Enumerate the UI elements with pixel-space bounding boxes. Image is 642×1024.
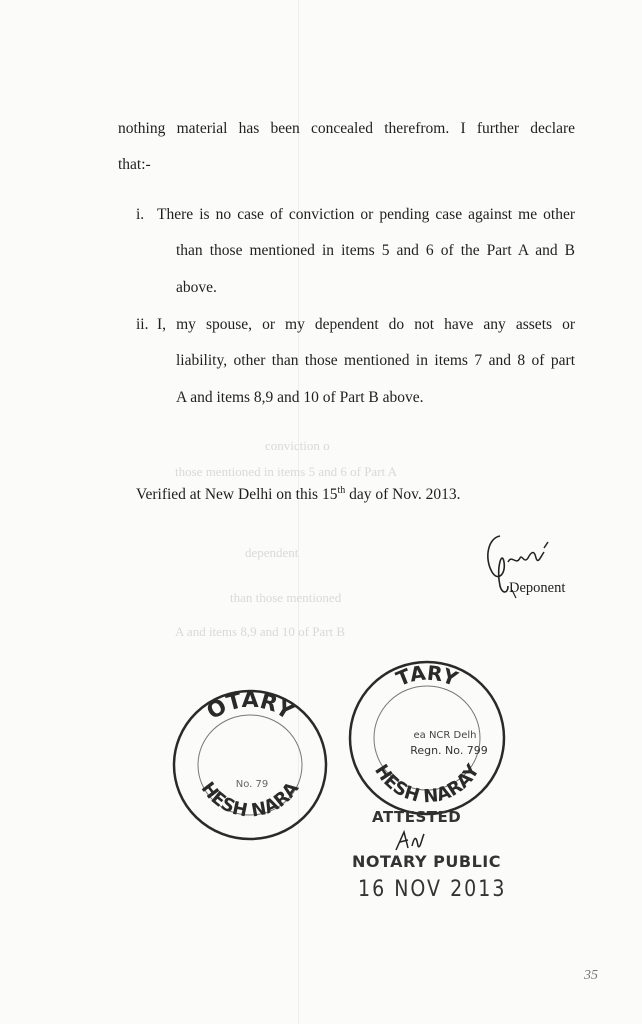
- notary-seal-right: [345, 658, 507, 818]
- notary-date-stamp: 16 NOV 2013: [358, 876, 507, 902]
- intro-line-2: that:-: [118, 156, 151, 173]
- verification-suffix: day of Nov. 2013.: [345, 486, 461, 504]
- item-marker-ii: ii.: [136, 316, 149, 333]
- bleed-through-text: than those mentioned: [230, 590, 342, 605]
- verification-ordinal: th: [337, 485, 346, 496]
- svg-text:OTARY: [203, 688, 299, 726]
- item-ii-line-1: I, my spouse, or my dependent do not have any assets or: [157, 316, 575, 333]
- bleed-through-text: dependent: [245, 545, 299, 560]
- bleed-through-text: A and items 8,9 and 10 of Part B: [175, 624, 346, 639]
- item-ii-line-2: liability, other than those mentioned in items 7 and 8 of part: [176, 352, 575, 369]
- seal-left-top-text: OTARY: [202, 687, 298, 726]
- item-ii-line-3: A and items 8,9 and 10 of Part B above.: [176, 389, 424, 406]
- seal-right-top-text: TARY: [392, 660, 461, 692]
- seal-left-bottom-text: HESH NARA: [196, 778, 304, 822]
- page-fold-line: [298, 0, 299, 1024]
- seal-left-inner-text: No. 79: [235, 779, 269, 790]
- notary-seal-left: [170, 687, 330, 842]
- seal-right-bottom-text: HESH NARAY: [370, 760, 484, 808]
- item-i-line-2: than those mentioned in items 5 and 6 of the Part A and B: [176, 242, 575, 259]
- attested-stamp: ATTESTED: [372, 808, 462, 826]
- verification-prefix: Verified at New Delhi on this 15: [136, 486, 338, 504]
- notary-public-stamp: NOTARY PUBLIC: [352, 852, 501, 871]
- intro-line-1: nothing material has been concealed therefrom. I further declare: [118, 120, 575, 137]
- verification-line: [136, 485, 460, 504]
- seal-right-inner-line-2: Regn. No. 799: [410, 744, 488, 757]
- svg-text:HESH NARAY: [370, 760, 484, 807]
- bleed-through-text: those mentioned in items 5 and 6 of Part A: [175, 464, 398, 479]
- svg-text:TARY: [393, 661, 462, 692]
- item-i-line-1: There is no case of conviction or pending case against me other: [157, 206, 575, 223]
- page-number: 35: [584, 968, 598, 983]
- notary-initials-scribble: [392, 828, 428, 854]
- item-i-line-3: above.: [176, 279, 217, 296]
- item-marker-i: i.: [136, 206, 145, 223]
- bleed-through-text: conviction o: [265, 438, 330, 453]
- seal-right-inner-line-1: ea NCR Delh: [413, 730, 477, 741]
- deponent-label: Deponent: [509, 580, 566, 596]
